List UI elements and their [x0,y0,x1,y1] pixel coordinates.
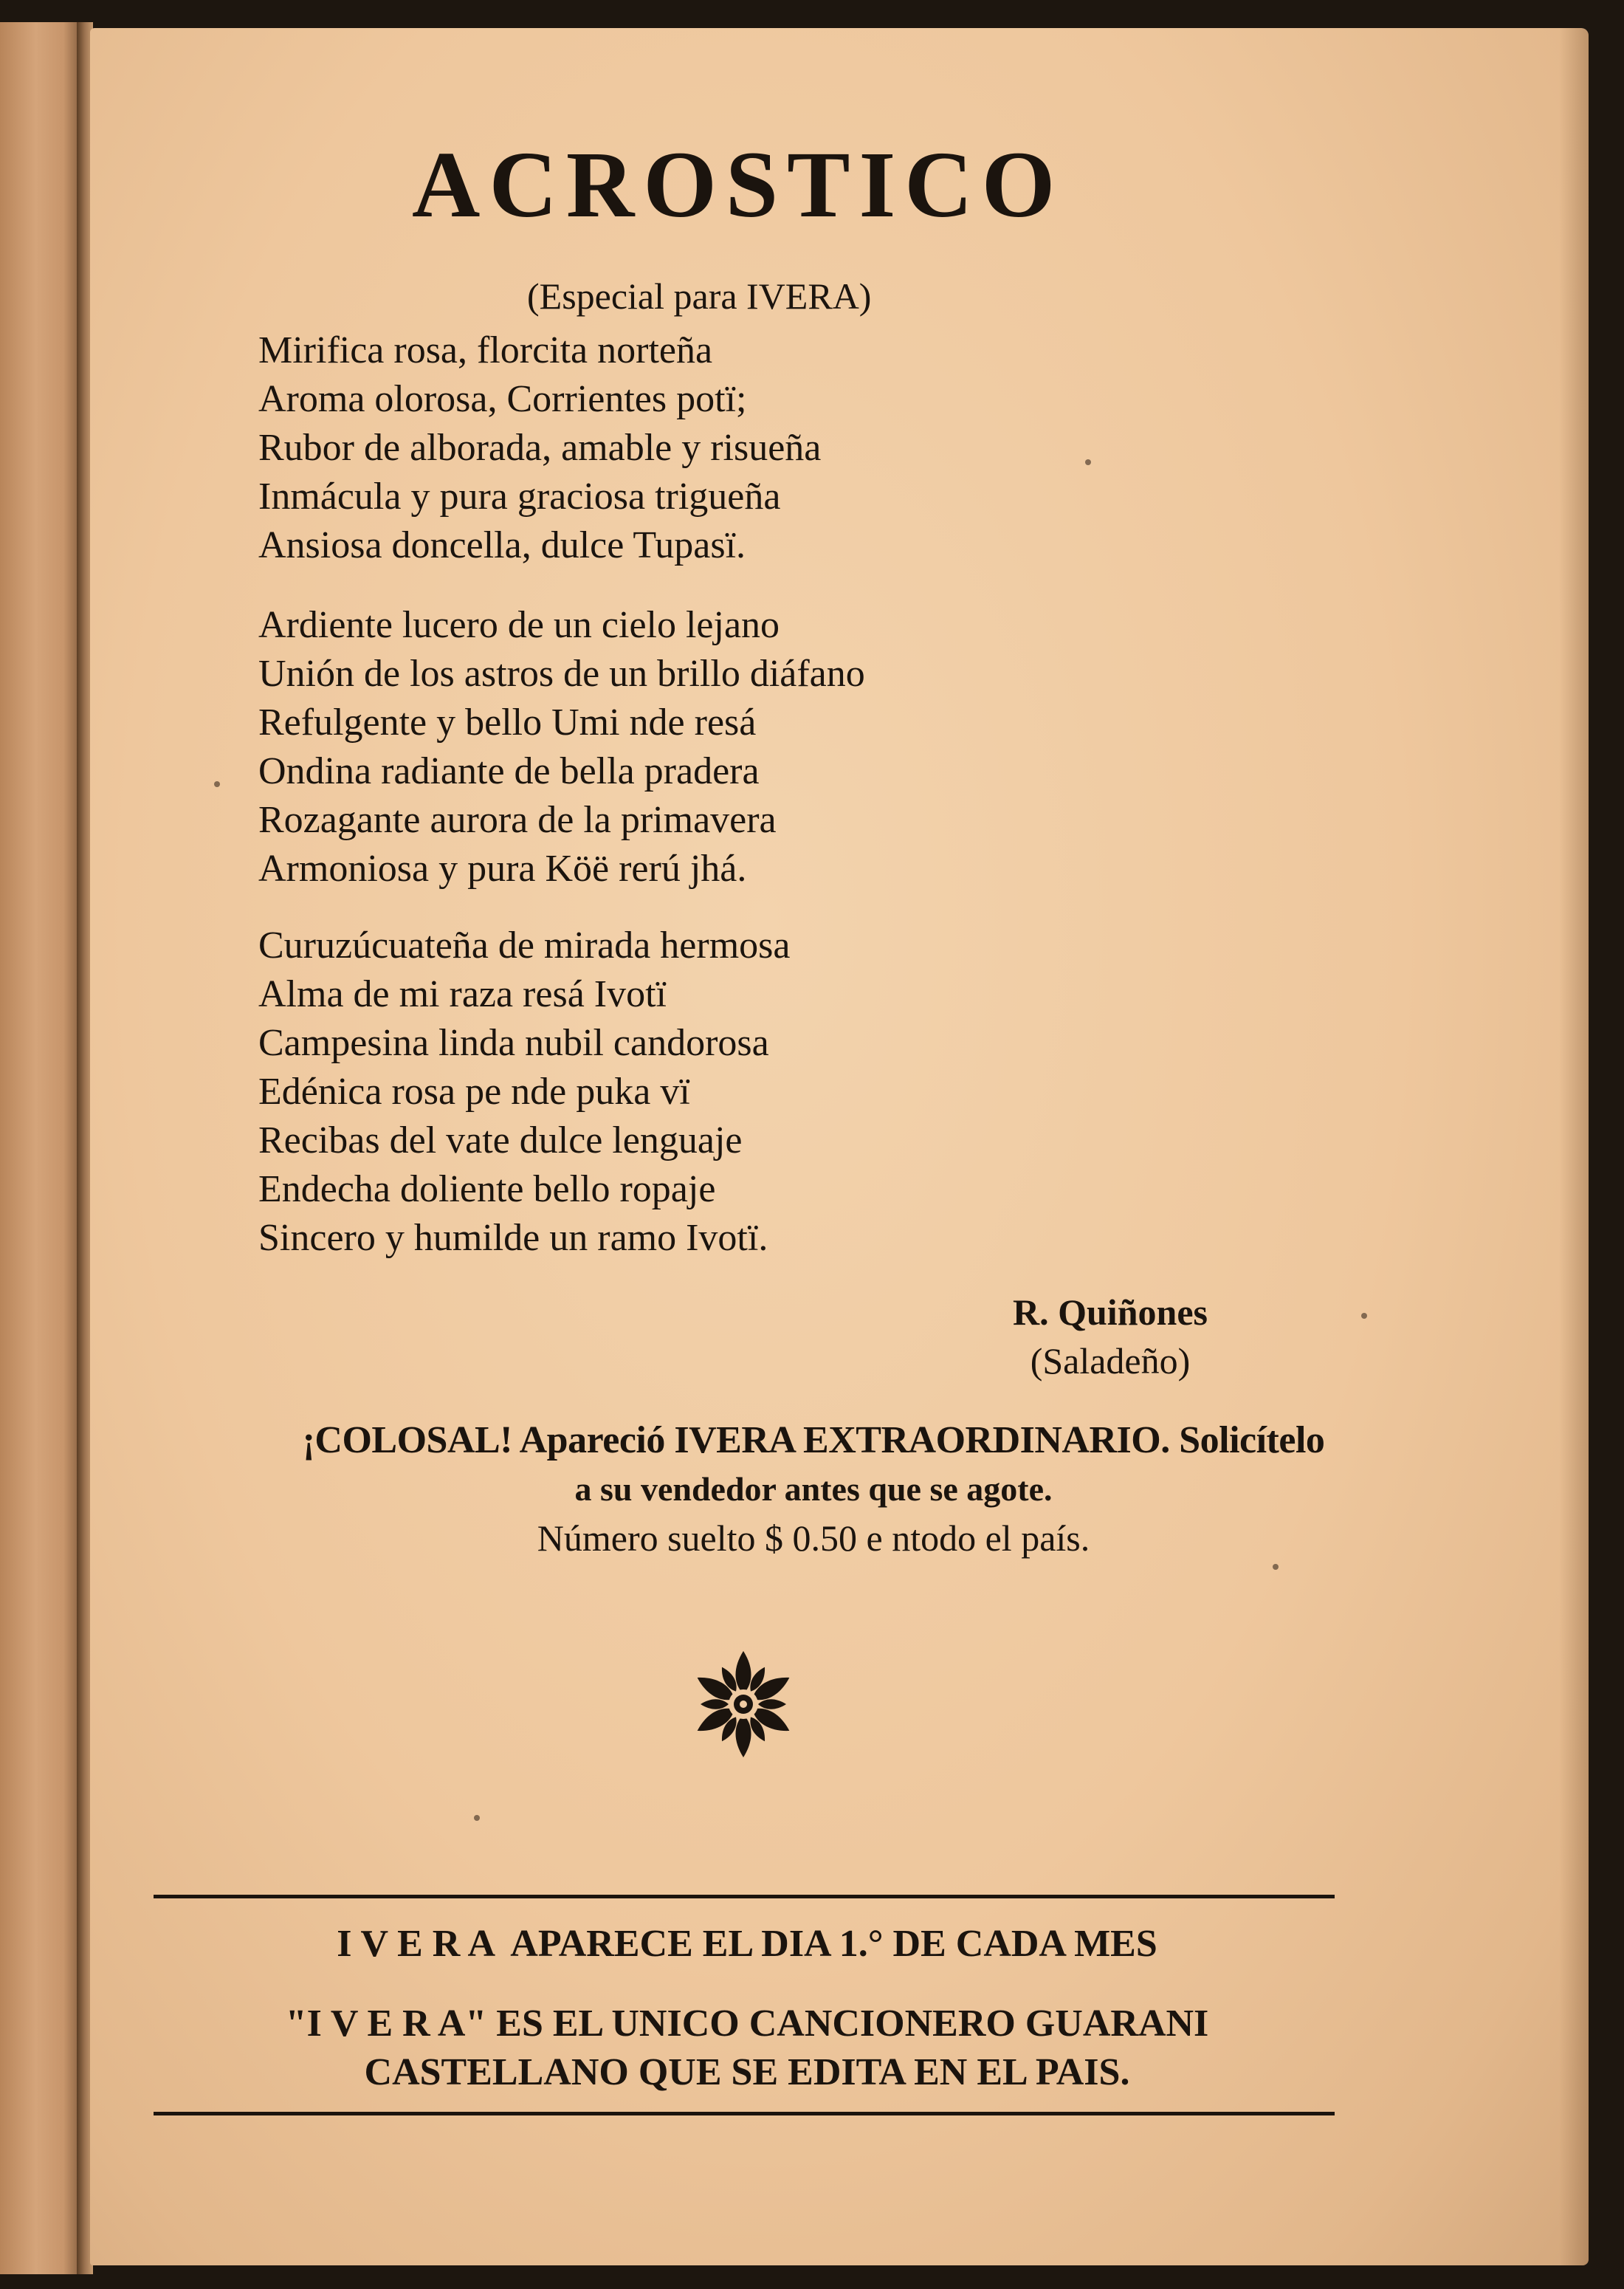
promo-headline: ¡COLOSAL! Apareció IVERA EXTRAORDINARIO. Solicítelo [302,1419,1325,1461]
promo-notice [149,1416,1478,1562]
poem-line: Aroma olorosa, Corrientes potï; [258,378,747,420]
paper-speck [474,1815,480,1821]
promo-price: Número suelto $ 0.50 e ntodo el país. [537,1517,1090,1559]
poem-line: Mirifica rosa, florcita norteña [258,329,713,371]
flower-ornament-icon [688,1645,799,1763]
poem-line: Campesina linda nubil candorosa [258,1022,769,1064]
poem-line: Alma de mi raza resá Ivotï [258,973,667,1015]
paper-speck [1085,459,1091,465]
poem-line: Ardiente lucero de un cielo lejano [258,604,780,646]
footer-notice [134,1920,1360,2097]
author-signature [1013,1288,1208,1385]
author-alias: (Saladeño) [1030,1340,1191,1382]
poem-line: Edénica rosa pe nde puka vï [258,1071,690,1113]
page-title: ACROSTICO [412,132,1064,237]
poem-line: Curuzúcuateña de mirada hermosa [258,924,791,967]
poem-line: Endecha doliente bello ropaje [258,1168,716,1210]
poem-line: Recibas del vate dulce lenguaje [258,1119,743,1161]
poem-line: Ansiosa doncella, dulce Tupasï. [258,524,746,566]
poem-stanza-2 [258,601,865,893]
poem-line: Ondina radiante de bella pradera [258,750,760,792]
poem-stanza-3 [258,922,790,1263]
page-sheet [90,28,1589,2265]
author-name: R. Quiñones [1013,1291,1208,1333]
paper-speck [1273,1564,1279,1570]
promo-subline: a su vendedor antes que se agote. [574,1470,1053,1508]
subtitle: (Especial para IVERA) [527,275,872,317]
poem-stanza-1 [258,326,821,570]
footer-claim-2: CASTELLANO QUE SE EDITA EN EL PAIS. [364,2051,1130,2093]
poem-line: Rozagante aurora de la primavera [258,799,777,841]
poem-line: Unión de los astros de un brillo diáfano [258,653,865,695]
footer-schedule: I V E R A APARECE EL DIA 1.° DE CADA MES [337,1923,1157,1965]
poem-line: Rubor de alborada, amable y risueña [258,427,822,469]
poem-line: Armoniosa y pura Köë rerú jhá. [258,848,747,890]
divider-top [154,1895,1335,1898]
poem-line: Refulgente y bello Umi nde resá [258,701,757,744]
paper-speck [1361,1313,1367,1319]
footer-claim-1: "I V E R A" ES EL UNICO CANCIONERO GUARANI [285,2003,1209,2045]
poem-line: Inmácula y pura graciosa trigueña [258,476,781,518]
paper-speck [214,781,220,787]
divider-bottom [154,2112,1335,2115]
poem-line: Sincero y humilde un ramo Ivotï. [258,1217,768,1259]
facing-page-edge [0,22,80,2274]
